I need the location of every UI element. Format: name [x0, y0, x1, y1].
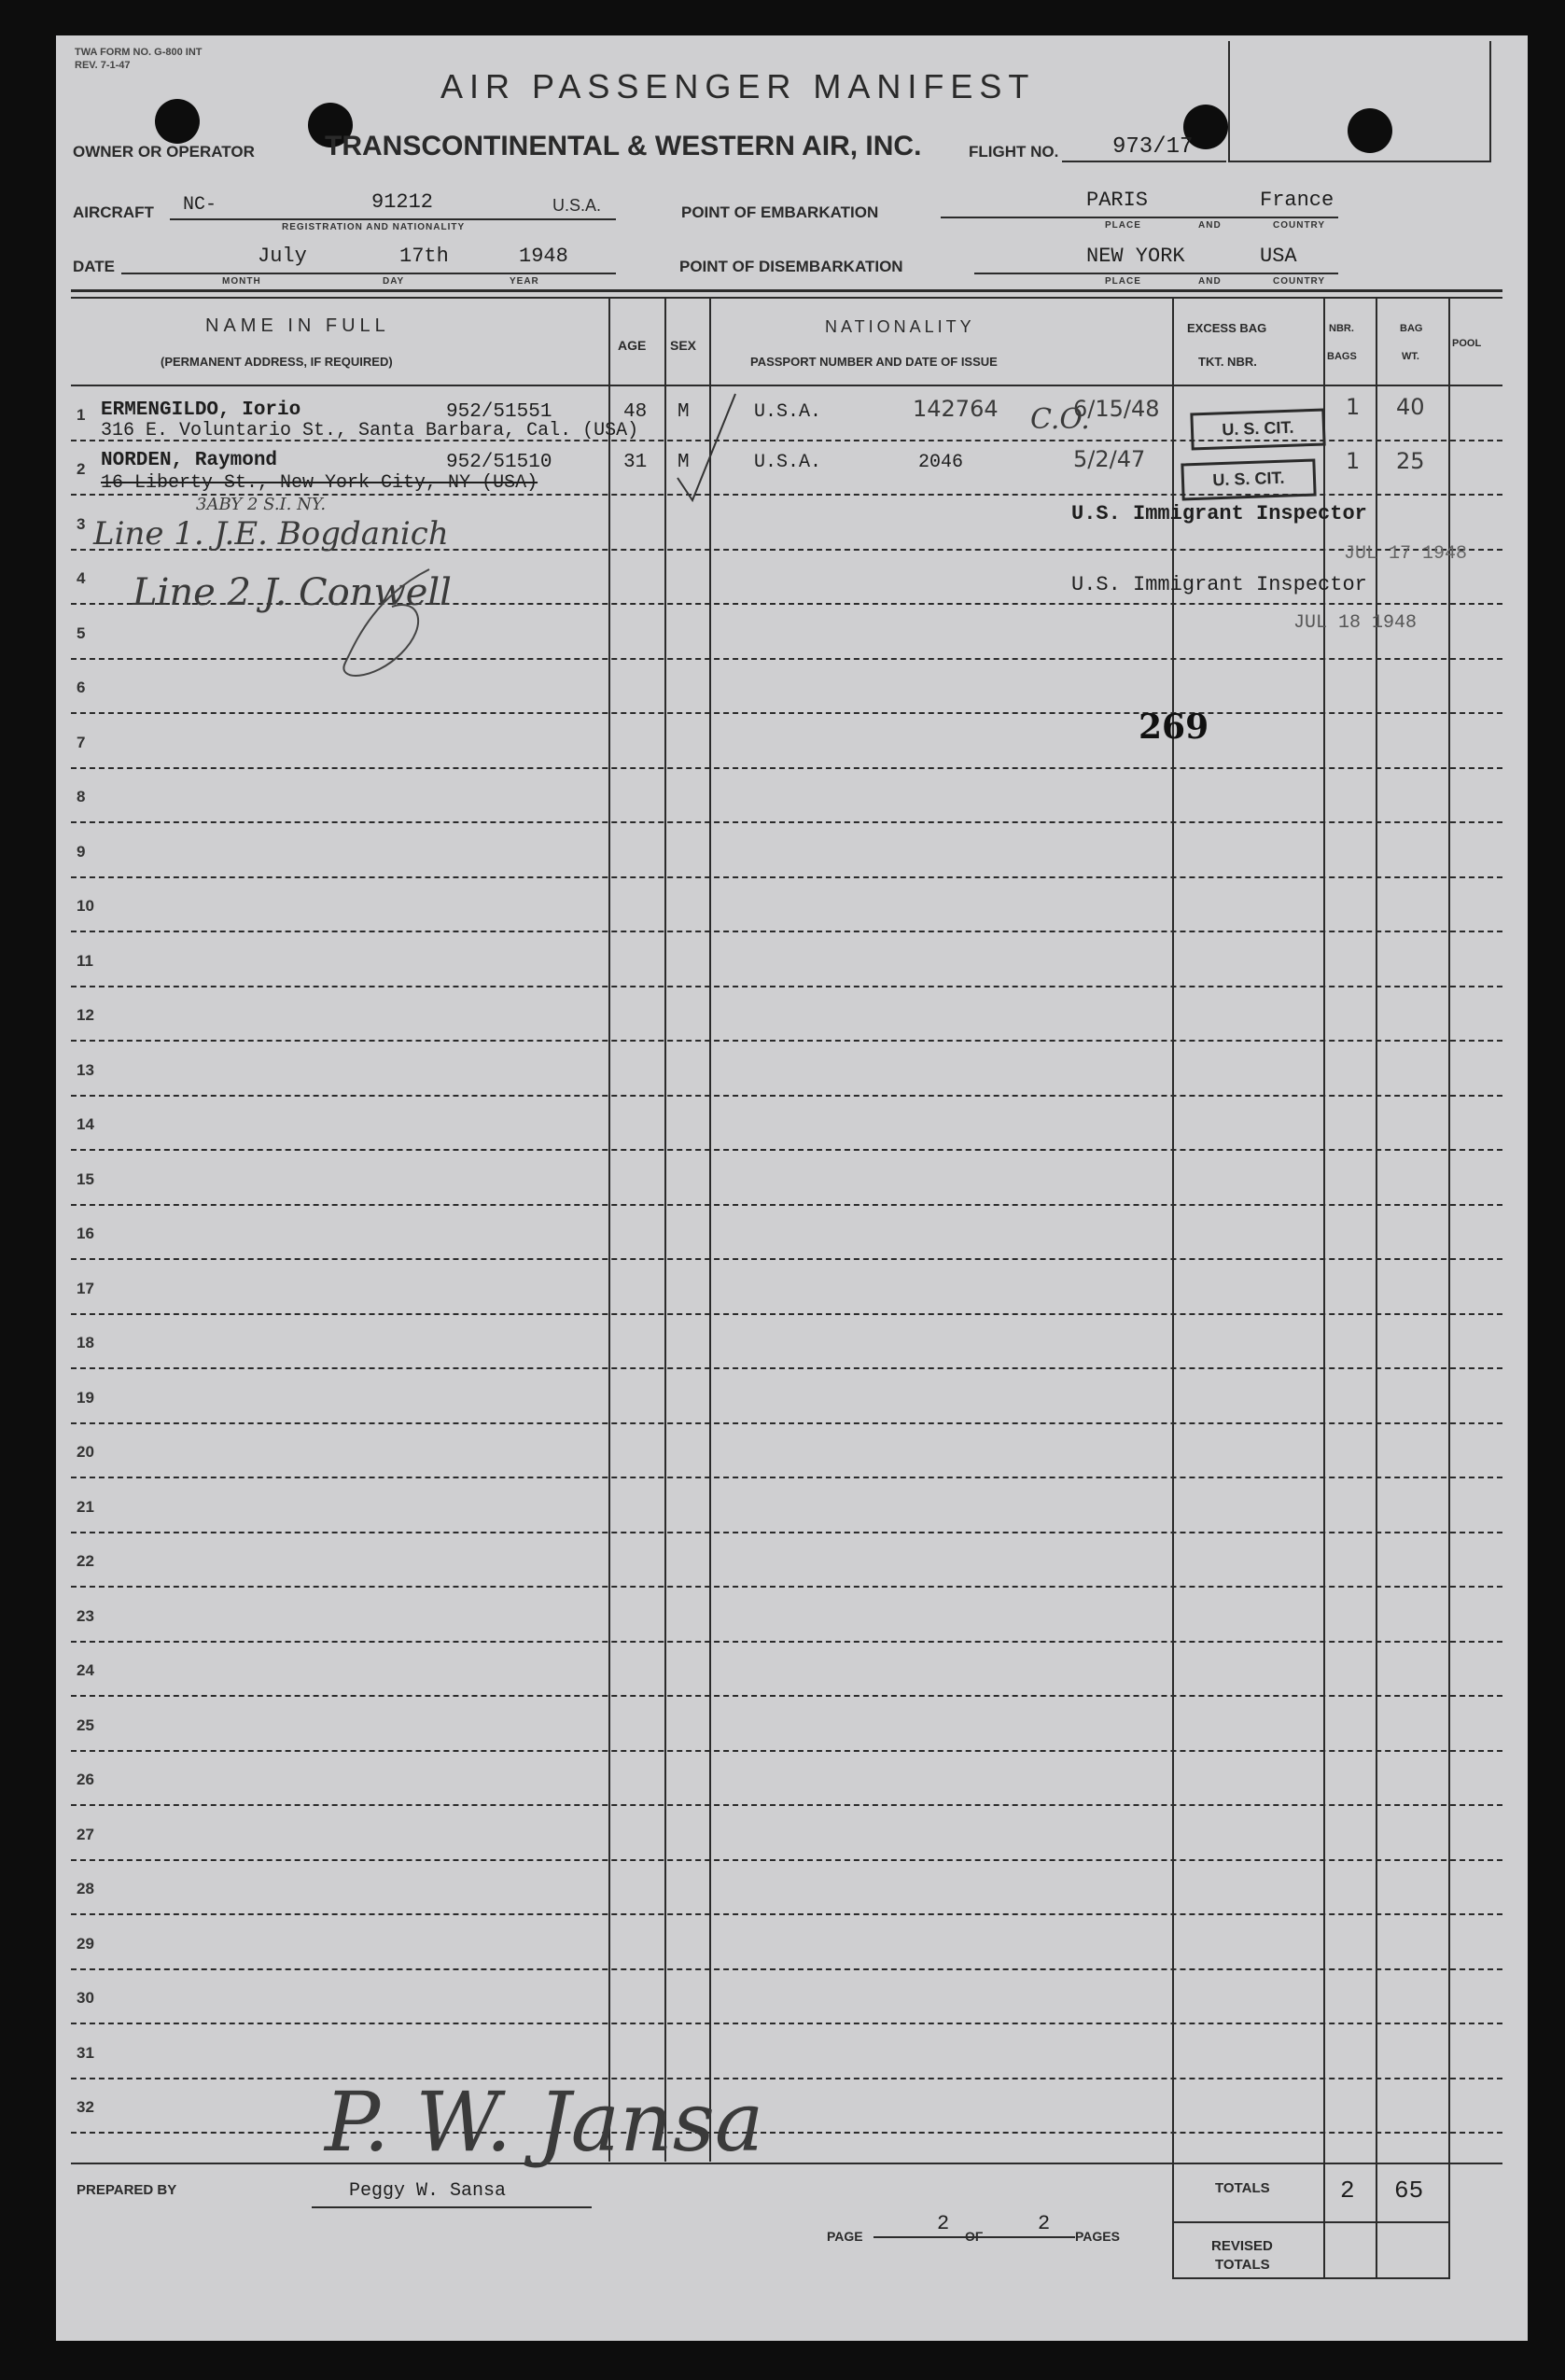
row-number: 28: [77, 1880, 94, 1897]
page-total: 2: [1038, 2212, 1051, 2235]
row-number: 13: [77, 1060, 94, 1079]
row-divider: [71, 2023, 1502, 2024]
totals-label: TOTALS: [1215, 2180, 1270, 2196]
column-header-nationality: NATIONALITY: [825, 317, 975, 336]
row-divider: [71, 1258, 1502, 1260]
row-divider: [71, 1313, 1502, 1315]
preparer-signature: P. W. Jansa: [325, 2074, 764, 2170]
row-divider: [71, 1477, 1502, 1478]
row-divider: [71, 1968, 1502, 1970]
column-header-name: NAME IN FULL: [205, 315, 390, 336]
row-divider: [71, 658, 1502, 660]
row-divider: [71, 1913, 1502, 1915]
row-number: 2: [77, 460, 86, 478]
passenger-1-citizen-stamp: U. S. CIT.: [1190, 408, 1325, 450]
row-number: 30: [77, 1989, 94, 2007]
inspector-title-2: U.S. Immigrant Inspector: [1071, 573, 1367, 596]
row-divider: [71, 1149, 1502, 1151]
column-header-age: AGE: [618, 338, 647, 353]
owner-value: TRANSCONTINENTAL & WESTERN AIR, INC.: [325, 131, 922, 161]
row-divider: [71, 1695, 1502, 1697]
row-number: 27: [77, 1825, 94, 1843]
row-number: 24: [77, 1661, 94, 1679]
signature-flourish-icon: [317, 560, 504, 691]
prepared-by-label: PREPARED BY: [77, 2182, 177, 2198]
row-number: 25: [77, 1715, 94, 1734]
passenger-2-address-note: 3ABY 2 S.I. NY.: [196, 495, 327, 514]
row-number: 8: [77, 788, 86, 805]
and-caption: AND: [1198, 220, 1222, 231]
inspector-date-1: JUL 17 1948: [1344, 543, 1468, 565]
row-divider: [71, 2078, 1502, 2079]
row-number: 9: [77, 842, 86, 861]
row-divider: [71, 821, 1502, 823]
check-mark-icon: [668, 385, 743, 502]
row-number: 4: [77, 569, 86, 587]
page-number: 2: [937, 2212, 950, 2235]
row-divider: [71, 2132, 1502, 2134]
aircraft-prefix: NC-: [183, 194, 217, 216]
handwritten-line-4: Line 2 J. Conwell: [133, 571, 452, 614]
row-divider: [71, 1641, 1502, 1643]
disembarkation-label: POINT OF DISEMBARKATION: [679, 258, 903, 275]
passenger-1-weight: 40: [1396, 394, 1425, 420]
prepared-by-name: Peggy W. Sansa: [349, 2180, 507, 2202]
owner-label: OWNER OR OPERATOR: [73, 143, 255, 161]
embarkation-country: France: [1260, 189, 1334, 212]
flight-value: 973/17: [1112, 134, 1194, 160]
of-label: OF: [965, 2229, 984, 2244]
row-number: 22: [77, 1552, 94, 1570]
row-divider: [71, 1204, 1502, 1206]
manifest-paper: [56, 35, 1528, 2341]
row-number: 26: [77, 1771, 94, 1788]
total-bags: 2: [1340, 2177, 1355, 2205]
flight-box: [1228, 41, 1491, 162]
page-title: AIR PASSENGER MANIFEST: [440, 67, 1036, 105]
row-number: 16: [77, 1225, 94, 1242]
row-number: 31: [77, 2043, 94, 2062]
stamp-number: 269: [1139, 707, 1209, 747]
column-subheader-passport: PASSPORT NUMBER AND DATE OF ISSUE: [750, 355, 998, 369]
row-divider: [71, 1804, 1502, 1806]
row-number: 15: [77, 1169, 94, 1188]
total-weight: 65: [1394, 2177, 1424, 2205]
passenger-2-sex: M: [678, 452, 690, 473]
embarkation-place: PARIS: [1086, 189, 1149, 212]
passenger-1-address: 316 E. Voluntario St., Santa Barbara, Cal. (USA): [101, 420, 639, 441]
row-number: 3: [77, 514, 86, 533]
row-number: 32: [77, 2098, 94, 2116]
passenger-1-bags: 1: [1346, 394, 1361, 420]
column-header-bags: BAGS: [1327, 351, 1357, 362]
row-number: 17: [77, 1279, 94, 1297]
revised-totals-label-1: REVISED: [1211, 2238, 1273, 2254]
passenger-2-passport: 2046: [918, 452, 964, 473]
row-divider: [71, 1532, 1502, 1533]
country-caption: COUNTRY: [1273, 220, 1326, 231]
disembarkation-place: NEW YORK: [1086, 245, 1185, 268]
date-day: 17th: [399, 245, 449, 268]
passenger-2-issue-date: 5/2/47: [1073, 446, 1146, 472]
country-caption: COUNTRY: [1273, 276, 1326, 287]
date-month: July: [258, 245, 307, 268]
and-caption: AND: [1198, 276, 1222, 287]
aircraft-registration: 91212: [371, 190, 434, 214]
row-number: 21: [77, 1497, 94, 1516]
column-header-sex: SEX: [670, 338, 697, 353]
row-number: 23: [77, 1606, 94, 1625]
disembarkation-country: USA: [1260, 245, 1297, 268]
place-caption: PLACE: [1105, 276, 1141, 287]
column-header-pool: POOL: [1452, 338, 1482, 349]
row-divider: [71, 1422, 1502, 1424]
row-number: 20: [77, 1443, 94, 1461]
column-header-ticket-number: TKT. NBR.: [1198, 355, 1257, 369]
row-divider: [71, 1586, 1502, 1588]
aircraft-label: AIRCRAFT: [73, 203, 154, 221]
passenger-1-passport-note: C.O.: [1030, 403, 1090, 436]
place-caption: PLACE: [1105, 220, 1141, 231]
embarkation-label: POINT OF EMBARKATION: [681, 203, 879, 221]
flight-label: FLIGHT NO.: [969, 143, 1059, 161]
date-label: DATE: [73, 258, 116, 275]
row-number: 6: [77, 679, 86, 696]
passenger-2-citizen-stamp: U. S. CIT.: [1181, 458, 1316, 500]
row-divider: [71, 931, 1502, 932]
passenger-2-age: 31: [623, 452, 648, 473]
row-divider: [71, 767, 1502, 769]
pages-label: PAGES: [1075, 2229, 1120, 2244]
aircraft-country: U.S.A.: [552, 196, 602, 215]
passenger-1-name: ERMENGILDO, Iorio: [101, 399, 301, 421]
row-number: 5: [77, 623, 86, 642]
year-caption: YEAR: [510, 276, 539, 287]
column-header-nbr: NBR.: [1329, 323, 1354, 334]
row-number: 29: [77, 1934, 94, 1953]
registration-caption: REGISTRATION AND NATIONALITY: [282, 222, 466, 232]
row-number: 10: [77, 897, 94, 915]
row-number: 11: [77, 951, 93, 970]
passenger-1-ref: 952/51551: [446, 401, 552, 423]
passenger-2-weight: 25: [1396, 448, 1425, 474]
row-divider: [71, 712, 1502, 714]
row-number: 12: [77, 1006, 94, 1024]
column-header-weight: WT.: [1402, 351, 1419, 362]
date-year: 1948: [519, 245, 568, 268]
passenger-2-nationality: U.S.A.: [754, 452, 822, 473]
row-number: 7: [77, 733, 86, 751]
row-number: 14: [77, 1115, 94, 1133]
day-caption: DAY: [383, 276, 405, 287]
row-divider: [71, 1750, 1502, 1752]
passenger-1-sex: M: [678, 401, 690, 423]
passenger-1-issue-date: 6/15/48: [1073, 396, 1160, 422]
column-header-excess-bag: EXCESS BAG: [1187, 321, 1267, 335]
row-divider: [71, 876, 1502, 878]
row-number: 19: [77, 1388, 94, 1407]
row-number: 1: [77, 405, 86, 424]
passenger-2-name: NORDEN, Raymond: [101, 450, 278, 471]
row-divider: [71, 1040, 1502, 1042]
inspector-title-1: U.S. Immigrant Inspector: [1071, 502, 1367, 525]
passenger-2-address: 16 Liberty St., New York City, NY (USA): [101, 472, 538, 494]
row-divider: [71, 986, 1502, 987]
row-number: 18: [77, 1334, 94, 1351]
row-divider: [71, 1859, 1502, 1861]
month-caption: MONTH: [222, 276, 261, 287]
page-label: PAGE: [827, 2229, 863, 2244]
column-header-bag: BAG: [1400, 323, 1423, 334]
inspector-date-2: JUL 18 1948: [1293, 612, 1418, 634]
passenger-2-ref: 952/51510: [446, 452, 552, 473]
form-id: TWA FORM NO. G-800 INT: [75, 47, 203, 58]
form-revision: REV. 7-1-47: [75, 60, 131, 71]
passenger-1-age: 48: [623, 401, 648, 423]
passenger-1-nationality: U.S.A.: [754, 401, 822, 423]
column-subheader-name: (PERMANENT ADDRESS, IF REQUIRED): [161, 355, 393, 369]
passenger-1-passport: 142764: [913, 396, 999, 422]
handwritten-line-3: Line 1. J.E. Bogdanich: [93, 515, 449, 553]
punch-hole-icon: [155, 99, 200, 144]
row-divider: [71, 1095, 1502, 1097]
passenger-2-bags: 1: [1346, 448, 1361, 474]
revised-totals-label-2: TOTALS: [1215, 2257, 1270, 2273]
row-divider: [71, 1367, 1502, 1369]
